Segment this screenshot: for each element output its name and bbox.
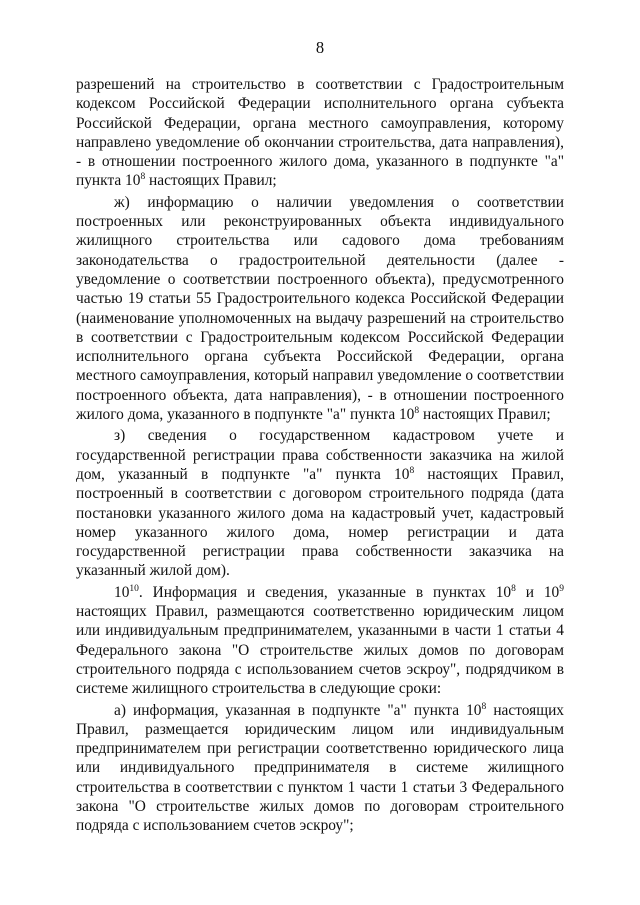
document-body [76, 75, 564, 838]
paragraph-a: а) информация, указанная в подпункте "а" пункта $10^8$ настоящих Правил, размещается юридическим лицом или индивидуальным предпринимателем при регистрации соответственно юридического лица или индивидуального предпринимателя в системе жилищного строительства в соответствии с пунктом 1 части 1 статьи 3 Федерального закона "О строительстве жилых домов по договорам строительного подряда с использованием счетов эскроу"; [76, 701, 564, 835]
page-number: 8 [315, 38, 325, 57]
paragraph-zh: ж) информацию о наличии уведомления о соответствии построенных или реконструированных объекта индивидуального жилищного строительства или садового дома требованиям законодательства о градостроительной деятельности (далее - уведомление о соответствии построенного объекта), предусмотренного частью 19 статьи 55 Градостроительного кодекса Российской Федерации (наименование уполномоченных на выдачу разрешений на строительство в соответствии с Градостроительным кодексом Российской Федерации исполнительного органа субъекта Российской Федерации, органа местного самоуправления, который направил уведомление о соответствии построенного объекта, дата направления), - в отношении построенного жилого дома, указанного в подпункте "а" пункта $10^8$ настоящих Правил; [76, 193, 564, 424]
paragraph-10-10: $10^{10}$. Информация и сведения, указанные в пунктах $10^8$ и $10^9$ настоящих Правил, размещаются соответственно юридическим лицом или индивидуальным предпринимателем, указанными в части 1 статьи 4 Федерального закона "О строительстве жилых домов по договорам строительного подряда с использованием счетов эскроу", подрядчиком в системе жилищного строительства в следующие сроки: [76, 583, 564, 698]
paragraph-continuation: разрешений на строительство в соответствии с Градостроительным кодексом Российской Федерации исполнительного органа субъекта Российской Федерации, органа местного самоуправления, которому направлено уведомление об окончании строительства, дата направления), - в отношении построенного жилого дома, указанного в подпункте "а" пункта $10^8$ настоящих Правил; [76, 76, 564, 190]
paragraph-z: з) сведения о государственном кадастровом учете и государственной регистрации права собственности заказчика на жилой дом, указанный в подпункте "а" пункта $10^8$ настоящих Правил, построенный в соответствии с договором строительного подряда (дата постановки указанного жилого дома на кадастровый учет, кадастровый номер указанного жилого дома, номер регистрации и дата государственной регистрации права собственности заказчика на указанный жилой дом). [76, 427, 564, 580]
